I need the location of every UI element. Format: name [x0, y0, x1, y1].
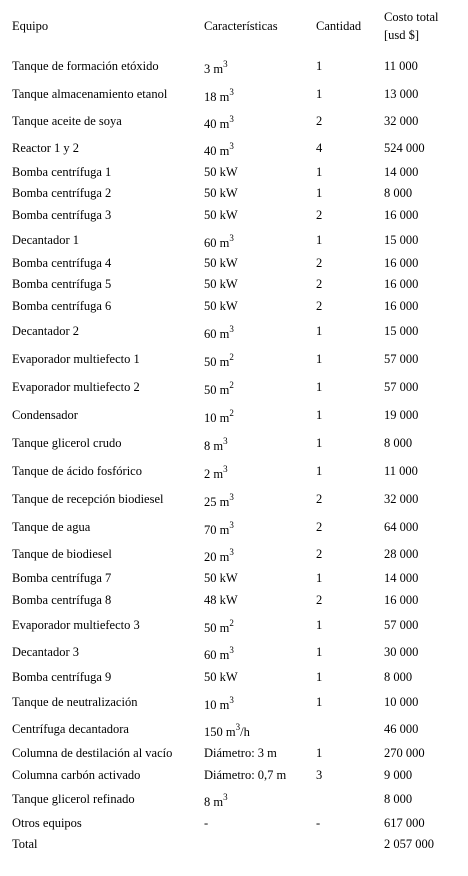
cell-caracteristicas: 50 kW: [204, 256, 238, 270]
cell-equipo: Tanque de formación etóxido: [12, 59, 159, 73]
cell-costo-total: 2 057 000: [384, 837, 434, 851]
cell-cantidad: 1: [316, 352, 323, 366]
header-costo-total: Costo total: [384, 10, 439, 24]
header-cantidad: Cantidad: [316, 19, 362, 33]
table-row: [0, 716, 468, 742]
table-row: [0, 401, 468, 429]
cell-equipo: Tanque glicerol refinado: [12, 792, 135, 806]
cell-equipo: Decantador 3: [12, 645, 79, 659]
cell-costo-total: 64 000: [384, 520, 419, 534]
cell-costo-total: 8 000: [384, 792, 413, 806]
unit-exponent: 2: [229, 379, 234, 390]
cell-cantidad: 1: [316, 186, 323, 200]
unit-exponent: 3: [229, 86, 234, 97]
table-row: [0, 812, 468, 833]
cell-equipo: Tanque de ácido fosfórico: [12, 464, 142, 478]
cell-equipo: Tanque almacenamiento etanol: [12, 87, 168, 101]
cell-costo-total: 57 000: [384, 352, 419, 366]
header-costo-unit: [usd $]: [384, 28, 420, 42]
table-row: [0, 833, 468, 855]
cell-cantidad: 4: [316, 141, 323, 155]
cell-equipo: Tanque de recepción biodiesel: [12, 492, 164, 506]
cell-caracteristicas: 40 $m^3$: [204, 140, 234, 158]
cell-equipo: Bomba centrífuga 6: [12, 299, 112, 313]
table-row: [0, 135, 468, 161]
cell-costo-total: 16 000: [384, 277, 419, 291]
unit-exponent: 3: [223, 58, 228, 69]
unit-exponent: 3: [229, 491, 234, 502]
cell-equipo: Reactor 1 y 2: [12, 141, 79, 155]
cell-caracteristicas: 8 $m^3$: [204, 791, 228, 809]
cell-equipo: Decantador 2: [12, 324, 79, 338]
cell-costo-total: 28 000: [384, 547, 419, 561]
cell-cantidad: 1: [316, 324, 323, 338]
cell-cantidad: 1: [316, 380, 323, 394]
unit-exponent: 3: [229, 546, 234, 557]
cell-costo-total: 16 000: [384, 256, 419, 270]
cell-cantidad: 2: [316, 208, 323, 222]
cell-caracteristicas: Diámetro: 0,7 m: [204, 768, 287, 782]
cell-caracteristicas: 60 $m^3$: [204, 323, 234, 341]
cell-caracteristicas: 50 kW: [204, 277, 238, 291]
cell-costo-total: 9 000: [384, 768, 413, 782]
unit-exponent: 2: [229, 617, 234, 628]
cell-costo-total: 16 000: [384, 299, 419, 313]
table-row: [0, 161, 468, 182]
cell-caracteristicas: 50 $m^2$: [204, 351, 234, 369]
cell-cantidad: 1: [316, 746, 323, 760]
cell-caracteristicas: 10 $m^3$: [204, 694, 234, 712]
cell-caracteristicas: -: [204, 816, 209, 830]
cell-equipo: Bomba centrífuga 7: [12, 571, 112, 585]
cell-cantidad: 2: [316, 114, 323, 128]
table-row: [0, 317, 468, 345]
cell-caracteristicas: 50 $m^2$: [204, 617, 234, 635]
table-row: [0, 345, 468, 373]
cell-cantidad: 2: [316, 547, 323, 561]
cell-caracteristicas: 50 kW: [204, 186, 238, 200]
cell-equipo: Tanque de biodiesel: [12, 547, 112, 561]
cell-equipo: Tanque aceite de soya: [12, 114, 122, 128]
cell-costo-total: 57 000: [384, 380, 419, 394]
cell-caracteristicas: 150 $m^3/h$: [204, 721, 250, 739]
cell-equipo: Columna de destilación al vacío: [12, 746, 173, 760]
cell-cantidad: 2: [316, 299, 323, 313]
unit-exponent: 3: [229, 323, 234, 334]
cell-costo-total: 10 000: [384, 695, 419, 709]
cell-caracteristicas: 8 $m^3$: [204, 435, 228, 453]
cell-caracteristicas: 48 kW: [204, 593, 238, 607]
table-row: [0, 107, 468, 135]
cell-caracteristicas: 18 $m^3$: [204, 86, 234, 104]
cell-cantidad: 1: [316, 618, 323, 632]
table-row: [0, 742, 468, 763]
cell-equipo: Bomba centrífuga 1: [12, 165, 112, 179]
unit-exponent: 3: [229, 519, 234, 530]
unit-exponent: 3: [235, 721, 241, 732]
cell-caracteristicas: 60 $m^3$: [204, 232, 234, 250]
cell-equipo: Condensador: [12, 408, 78, 422]
cell-cantidad: 2: [316, 256, 323, 270]
table-row: [0, 227, 468, 252]
table-header: [0, 0, 468, 52]
cell-equipo: Otros equipos: [12, 816, 82, 830]
unit-exponent: 3: [223, 463, 228, 474]
cell-cantidad: 1: [316, 87, 323, 101]
table-row: [0, 457, 468, 485]
table-row: [0, 203, 468, 227]
table-row: [0, 567, 468, 588]
table-row: [0, 786, 468, 812]
cell-costo-total: 15 000: [384, 233, 419, 247]
cell-equipo: Evaporador multiefecto 2: [12, 380, 140, 394]
cell-costo-total: 57 000: [384, 618, 419, 632]
cell-caracteristicas: 70 $m^3$: [204, 519, 234, 537]
cell-caracteristicas: 2 $m^3$: [204, 463, 228, 481]
table-row: [0, 665, 468, 688]
cell-equipo: Centrífuga decantadora: [12, 722, 129, 736]
cell-equipo: Bomba centrífuga 4: [12, 256, 112, 270]
cell-cantidad: 3: [316, 768, 323, 782]
cell-caracteristicas: 25 $m^3$: [204, 491, 234, 509]
unit-exponent: 3: [223, 791, 228, 802]
cell-costo-total: 14 000: [384, 571, 419, 585]
cell-cantidad: 2: [316, 277, 323, 291]
cell-costo-total: 8 000: [384, 186, 413, 200]
table-row: [0, 588, 468, 611]
cell-costo-total: 30 000: [384, 645, 419, 659]
cell-costo-total: 13 000: [384, 87, 419, 101]
table-row: [0, 429, 468, 457]
table-row: [0, 763, 468, 786]
cell-cantidad: 1: [316, 571, 323, 585]
cell-equipo: Bomba centrífuga 5: [12, 277, 112, 291]
cell-cantidad: 1: [316, 59, 323, 73]
cell-caracteristicas: 50 kW: [204, 165, 238, 179]
cell-equipo: Columna carbón activado: [12, 768, 141, 782]
unit-exponent: 3: [229, 644, 234, 655]
header-equipo: Equipo: [12, 19, 49, 33]
header-caracteristicas: Características: [204, 19, 278, 33]
unit-exponent: 3: [229, 140, 234, 151]
cell-cantidad: 1: [316, 233, 323, 247]
cell-cantidad: 1: [316, 464, 323, 478]
cell-cantidad: 2: [316, 492, 323, 506]
table-row: [0, 611, 468, 639]
cell-costo-total: 32 000: [384, 114, 419, 128]
cell-costo-total: 14 000: [384, 165, 419, 179]
cell-equipo: Bomba centrífuga 3: [12, 208, 112, 222]
cell-cantidad: 1: [316, 645, 323, 659]
cell-costo-total: 8 000: [384, 670, 413, 684]
cell-cantidad: 1: [316, 408, 323, 422]
unit-exponent: 2: [229, 407, 234, 418]
cell-caracteristicas: 10 $m^2$: [204, 407, 234, 425]
cell-costo-total: 15 000: [384, 324, 419, 338]
cell-caracteristicas: Diámetro: 3 m: [204, 746, 277, 760]
cell-equipo: Tanque de neutralización: [12, 695, 138, 709]
table-row: [0, 252, 468, 273]
cell-equipo: Tanque glicerol crudo: [12, 436, 122, 450]
table-row: [0, 373, 468, 401]
cell-cantidad: 1: [316, 695, 323, 709]
unit-exponent: 3: [223, 435, 228, 446]
cell-caracteristicas: 50 kW: [204, 571, 238, 585]
cell-equipo: Bomba centrífuga 8: [12, 593, 112, 607]
cell-costo-total: 270 000: [384, 746, 425, 760]
cell-equipo: Total: [12, 837, 38, 851]
cell-costo-total: 11 000: [384, 464, 418, 478]
cell-equipo: Bomba centrífuga 2: [12, 186, 112, 200]
cell-cantidad: 2: [316, 593, 323, 607]
cell-costo-total: 19 000: [384, 408, 419, 422]
cell-caracteristicas: 20 $m^3$: [204, 546, 234, 564]
cell-costo-total: 11 000: [384, 59, 418, 73]
unit-exponent: 3: [229, 232, 234, 243]
cell-equipo: Evaporador multiefecto 1: [12, 352, 140, 366]
table-row: [0, 80, 468, 107]
table-row: [0, 541, 468, 567]
unit-exponent: 2: [229, 351, 234, 362]
cell-costo-total: 617 000: [384, 816, 425, 830]
cell-cantidad: 2: [316, 520, 323, 534]
cell-costo-total: 46 000: [384, 722, 419, 736]
table-row: [0, 688, 468, 716]
cell-caracteristicas: 3 $m^3$: [204, 58, 228, 76]
cell-caracteristicas: 50 kW: [204, 208, 238, 222]
unit-exponent: 3: [229, 694, 234, 705]
cell-equipo: Decantador 1: [12, 233, 79, 247]
cell-equipo: Tanque de agua: [12, 520, 91, 534]
cell-costo-total: 32 000: [384, 492, 419, 506]
cell-caracteristicas: 50 $m^2$: [204, 379, 234, 397]
cell-costo-total: 16 000: [384, 593, 419, 607]
cell-cantidad: -: [316, 816, 321, 830]
table-row: [0, 273, 468, 294]
table-row: [0, 294, 468, 317]
unit-exponent: 3: [229, 113, 234, 124]
table-row: [0, 52, 468, 80]
cell-costo-total: 524 000: [384, 141, 425, 155]
table-row: [0, 182, 468, 203]
cell-equipo: Bomba centrífuga 9: [12, 670, 112, 684]
table-row: [0, 513, 468, 541]
table-row: [0, 639, 468, 665]
cell-costo-total: 8 000: [384, 436, 413, 450]
cell-equipo: Evaporador multiefecto 3: [12, 618, 140, 632]
cell-caracteristicas: 50 kW: [204, 299, 238, 313]
table-row: [0, 485, 468, 513]
cell-caracteristicas: 40 $m^3$: [204, 113, 234, 131]
cell-caracteristicas: 60 $m^3$: [204, 644, 234, 662]
cell-cantidad: 1: [316, 165, 323, 179]
cell-costo-total: 16 000: [384, 208, 419, 222]
cell-cantidad: 1: [316, 436, 323, 450]
cell-caracteristicas: 50 kW: [204, 670, 238, 684]
cell-cantidad: 1: [316, 670, 323, 684]
